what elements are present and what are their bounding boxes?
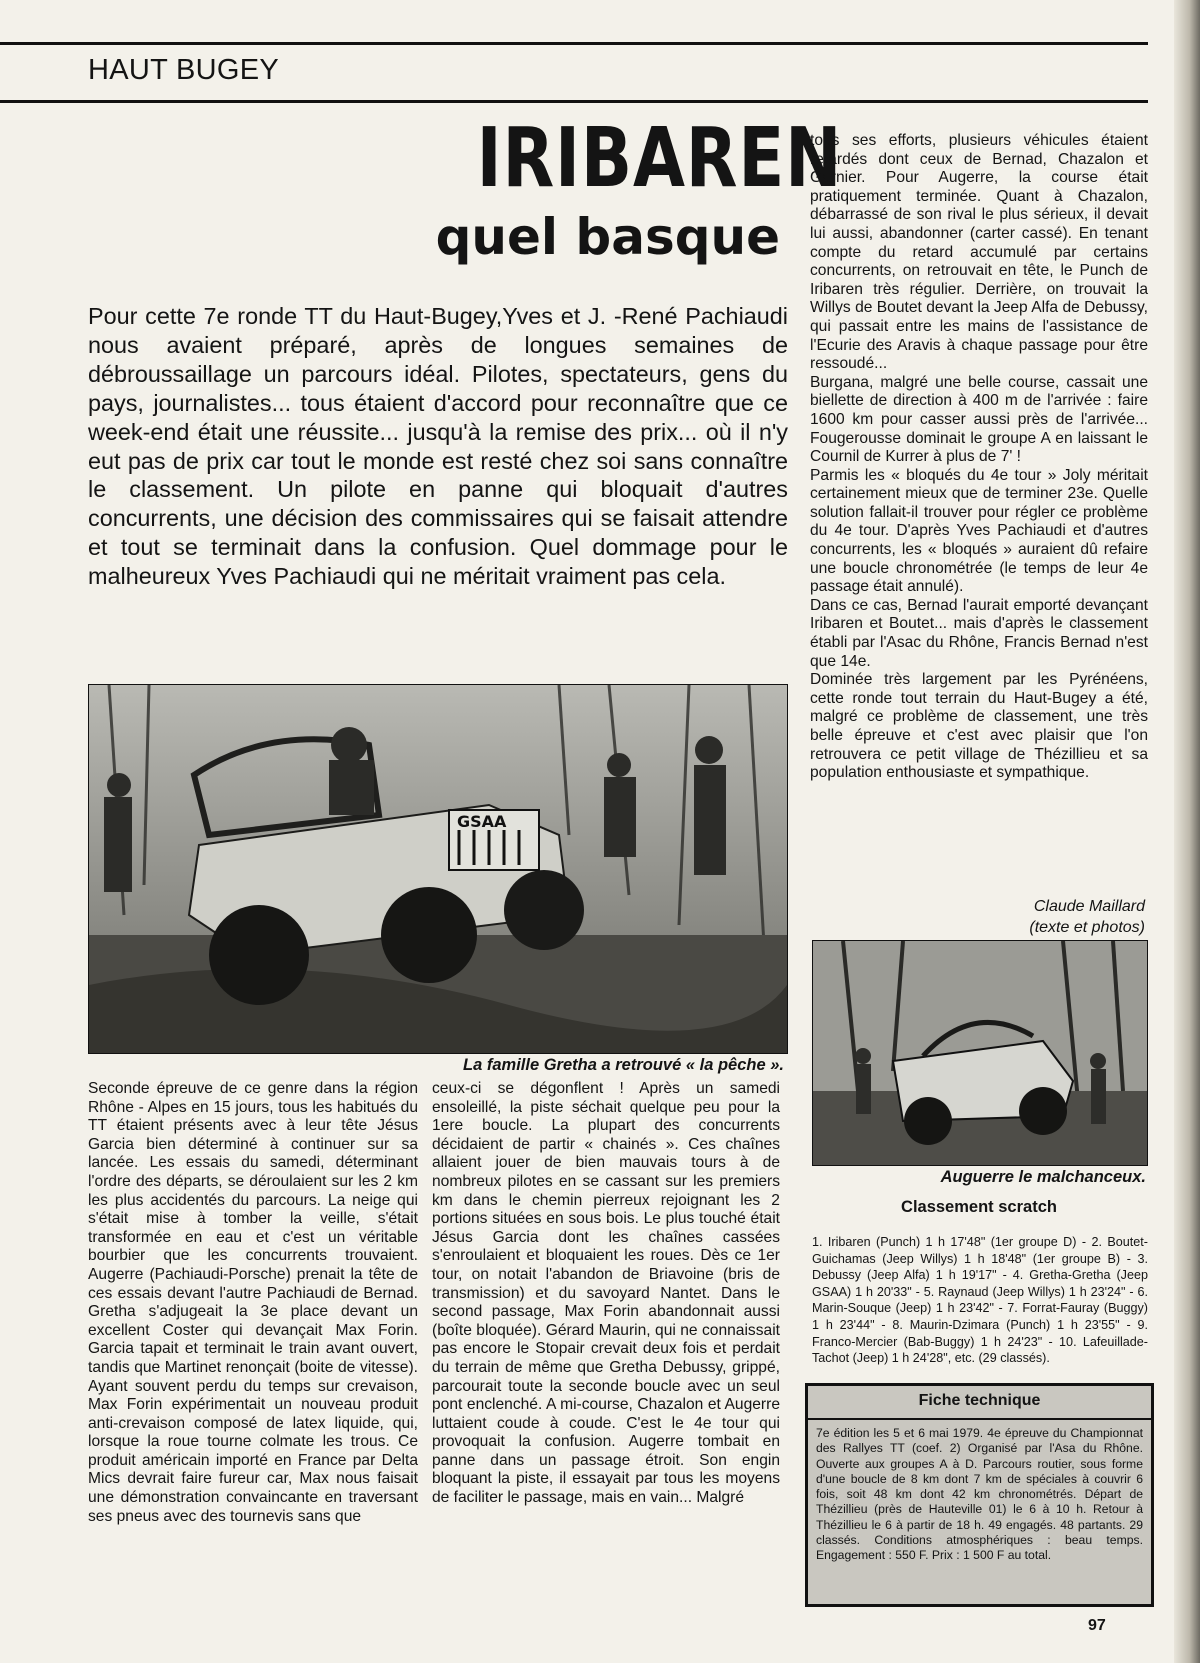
body-right-paragraph: Parmis les « bloqués du 4e tour » Joly méritait certainement mieux que de terminer 23e. Quelle solution fallait-il trouver pour régler ce problème du 4e tour. D'après Yves Pachiaudi et d'autres concurrents, les « bloqués » auraient dû refaire une boucle chronométrée (le temps de leur 4e passage était annulé). xyxy=(810,466,1148,596)
headline-subtitle: quel basque xyxy=(435,208,780,266)
fiche-title: Fiche technique xyxy=(918,1392,1041,1409)
intro-paragraph: Pour cette 7e ronde TT du Haut-Bugey,Yves et J. -René Pachiaudi nous avaient préparé, après de longues semaines de débroussaillage un parcours idéal. Pilotes, spectateurs, gens du pays, journalistes... tous étaient d'accord pour reconnaître que ce week-end était une réussite... jusqu'à la remise des prix... où il n'y eut pas de prix car tout le monde est resté chez soi sans connaître le classement. Un pilote en panne qui bloquait d'autres concurrents, une décision des commissaires qui se faisait attendre et tout se terminait dans la confusion. Quel dommage pour le malheureux Yves Pachiaudi qui ne méritait vraiment pas cela. xyxy=(88,303,788,590)
body-right-paragraph: Dans ce cas, Bernad l'aurait emporté devançant Iribaren et Boutet... mais d'après le classement établi par l'Asac du Rhône, Francis Bernad n'est que 14e. xyxy=(810,596,1148,670)
body-column-left xyxy=(88,1080,418,1526)
headline-title: IRIBAREN xyxy=(476,111,843,206)
main-photo xyxy=(88,684,788,1054)
classement-title: Classement scratch xyxy=(901,1198,1057,1216)
body-left-text: Seconde épreuve de ce genre dans la région Rhône - Alpes en 15 jours, tous les habitués du TT étaient présents avec à leur tête Jésus Garcia bien déterminé à continuer sur sa lancée. Les essais du samedi, déterminant l'ordre des départs, se déroulaient sur les 2 km les plus accidentés du parcours. La neige qui s'était mise à tomber la veille, s'était transformée en eau et c'est un véritable bourbier que les concurrents trouvaient. Augerre (Pachiaudi-Porsche) prenait la tête de ces essais devant l'autre Pachiaudi de Bernad. Gretha s'adjugeait la 3e place devant un excellent Coster qui devançait Max Forin. Garcia tapait et terminait le train avant ouvert, tandis que Martinet renonçait (boite de vitesse). Ayant souvent perdu du temps sur crevaison, Max Forin expérimentait un nouveau produit anti-crevaison composé de latex liquide, qui, lorsque la roue tourne colmate les trous. Ce produit américain importé en France par Delta Mics devrait faire fureur car, Max nous faisait une démonstration convaincante en traversant ses pneus avec des tournevis sans que xyxy=(88,1080,418,1525)
signature xyxy=(960,896,1145,938)
section-title: HAUT BUGEY xyxy=(88,54,280,86)
body-right-paragraph: tous ses efforts, plusieurs véhicules étaient retardés dont ceux de Bernad, Chazalon et Garnier. Pour Augerre, la course était pratiquement terminée. Quant à Chazalon, débarrassé de son rival le plus sérieux, il devait lui aussi, abandonner (carter cassé). En tenant compte du retard accumulé par certains concurrents, on retrouvait en tête, le Punch de Iribaren très régulier. Derrière, on trouvait la Willys de Boutet devant la Jeep Alfa de Debussy, qui passait entre les mains de l'assistance de l'Ecurie des Aravis à chaque passage pour être ressoudé... xyxy=(810,132,1148,373)
author-credit: (texte et photos) xyxy=(1029,919,1145,936)
body-column-middle xyxy=(432,1080,780,1508)
small-photo-caption: Auguerre le malchanceux. xyxy=(940,1168,1146,1186)
fiche-body: 7e édition les 5 et 6 mai 1979. 4e épreuve du Championnat des Rallyes TT (coef. 2) Organisé par l'Asa du Rhône. Ouverte aux groupes A à D. Parcours routier, sous forme d'une boucle de 8 km dont 7 km de spéciales à couvrir 6 fois, soit 48 km dont 42 km chronométrés. Départ de Thézillieu (près de Hauteville 01) le 6 à 10 h. Retour à Thézillieu le 6 à partir de 18 h. 49 engagés. 48 partants. 29 classés. Conditions atmosphériques : beau temps. Engagement : 550 F. Prix : 1 500 F au total. xyxy=(816,1426,1143,1563)
header-rule-bottom xyxy=(0,100,1148,103)
buggy-photo-illustration xyxy=(813,941,1147,1165)
body-column-right xyxy=(810,132,1148,783)
fiche-divider xyxy=(808,1418,1151,1420)
page-number: 97 xyxy=(1088,1617,1106,1634)
classement-results: 1. Iribaren (Punch) 1 h 17'48" (1er groupe D) - 2. Boutet-Guichamas (Jeep Willys) 1 h 18'48" (1er groupe B) - 3. Debussy (Jeep Alfa) 1 h 19'17" - 4. Gretha-Gretha (Jeep GSAA) 1 h 20'33" - 5. Raynaud (Jeep Willys) 1 h 23'24" - 6. Marin-Souque (Jeep) 1 h 23'42" - 7. Forrat-Fauray (Buggy) 1 h 23'44" - 8. Maurin-Dzimara (Punch) 1 h 23'55" - 9. Franco-Mercier (Bab-Buggy) 1 h 24'23" - 10. Lafeuillade-Tachot (Jeep) 1 h 24'28", etc. (29 classés). xyxy=(812,1235,1148,1366)
body-right-paragraph: Dominée très largement par les Pyrénéens, cette ronde tout terrain du Haut-Bugey a été, malgré ce problème de classement, une très belle épreuve et c'est avec plaisir que l'on retrouvera ce petit village de Thézillieu et sa population enthousiaste et sympathique. xyxy=(810,671,1148,782)
page-binding-edge xyxy=(1174,0,1200,1663)
fiche-technique-box xyxy=(805,1383,1154,1607)
headline xyxy=(410,111,843,266)
small-photo xyxy=(812,940,1148,1166)
jeep-photo-illustration xyxy=(89,685,787,1053)
header-rule-top xyxy=(0,42,1148,45)
body-middle-text: ceux-ci se dégonflent ! Après un samedi ensoleillé, la piste séchait quelque peu pour la 1ere boucle. La plupart des concurrents décidaient de partir « chainés ». Ces chaînes allaient jouer de bien mauvais tours à de nombreux pilotes en se cassant sur les premiers km dans le chemin pierreux rejoignant les 2 portions situées en sous bois. Le plus touché était Jésus Garcia dont les chaînes cassées s'enroulaient et bloquaient les roues. Dès ce 1er tour, on notait l'abandon de Briavoine (bris de transmission) et du savoyard Nantet. Dans le second passage, Max Forin abandonnait aussi (boîte bloquée). Gérard Maurin, qui ne connaissait pas encore le Stopair crevait deux fois et perdait du terrain de même que Gretha Debussy, grippé, parcourait toute la seconde boucle avec un seul pont enclenché. A mi-course, Chazalon et Augerre luttaient coude à coude. C'est le 4e tour qui provoquait la confusion. Augerre tombait en panne dans un passage étroit. Son engin bloquant la piste, il essayait par tous les moyens de faciliter le passage, mais en vain... Malgré xyxy=(432,1080,780,1507)
jeep-plate-text: GSAA xyxy=(457,812,507,831)
body-right-paragraph: Burgana, malgré une belle course, cassait une biellette de direction à 400 m de l'arrivée : faire 1600 km pour casser aussi près de l'arrivée... Fougerousse dominait le groupe A en laissant le Cournil de Kurrer à plus de 7' ! xyxy=(810,373,1148,466)
author-name: Claude Maillard xyxy=(1033,898,1145,915)
main-photo-caption: La famille Gretha a retrouvé « la pêche ». xyxy=(463,1056,784,1074)
